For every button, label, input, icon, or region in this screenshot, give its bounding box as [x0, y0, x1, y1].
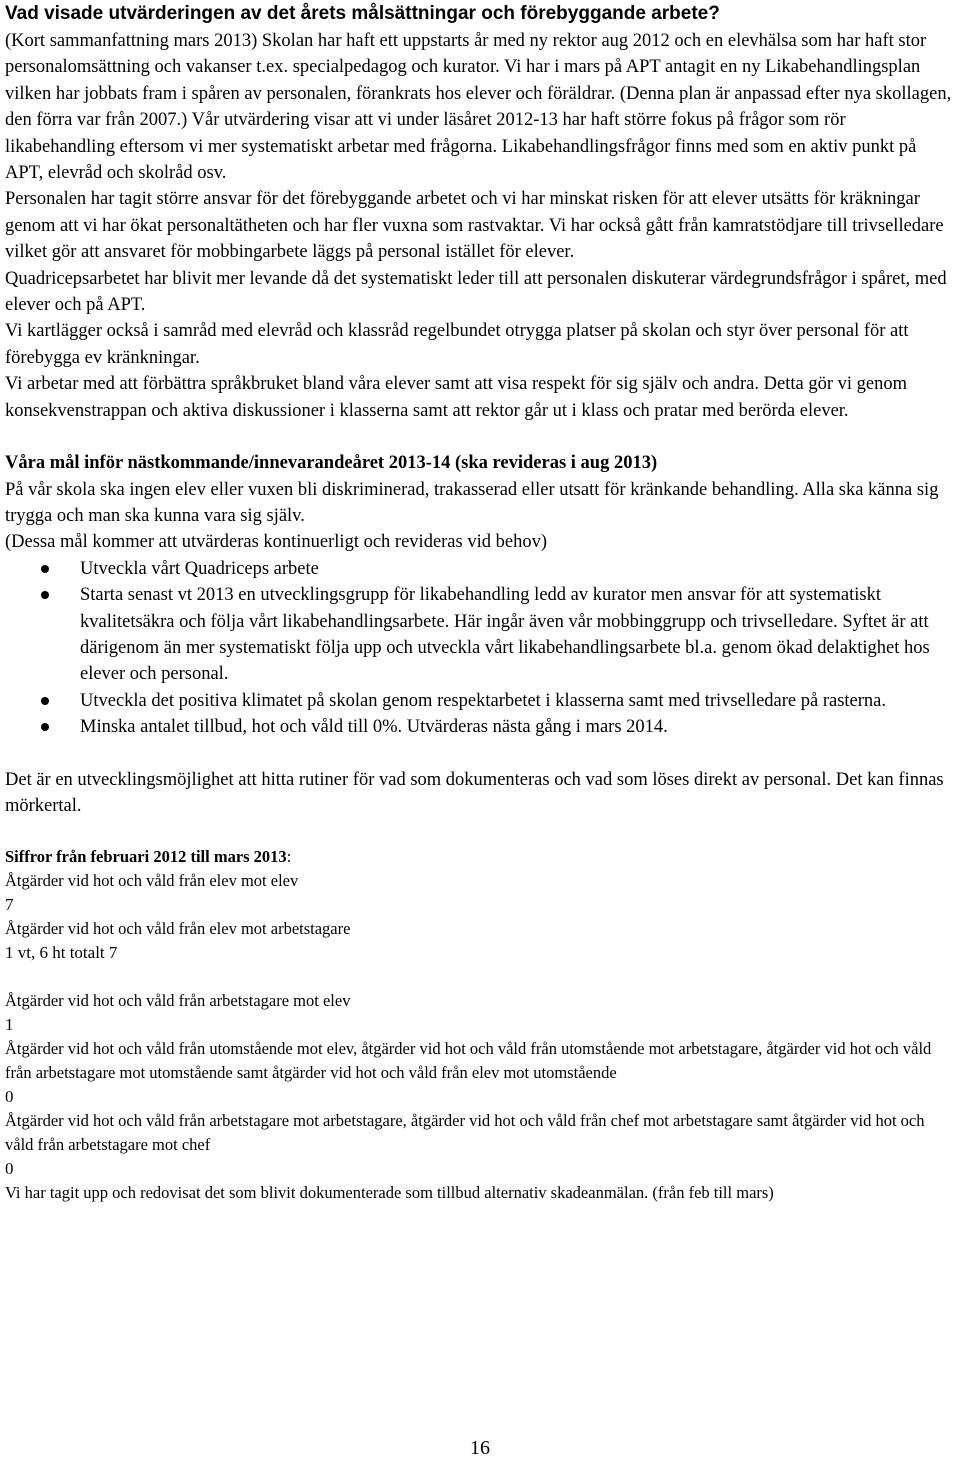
figure-label: Åtgärder vid hot och våld från arbetstagare mot arbetstagare, åtgärder vid hot och våld från chef mot arbetstagare samt åtgärder vid hot och våld från arbetstagare mot chef	[5, 1111, 925, 1155]
figures-closing-note: Vi har tagit upp och redovisat det som blivit dokumenterade som tillbud alternativ skadeanmälan. (från feb till mars)	[5, 1183, 774, 1203]
figure-value: 0	[5, 1159, 14, 1179]
goals-list-item: Starta senast vt 2013 en utvecklingsgrupp för likabehandling ledd av kurator men ansvar för att systematiskt kvalitetsäkra och följa vårt likabehandlingsarbete. Här ingår även vår mobbinggrupp och trivselledare. Syftet är att därigenom än mer systematiskt följa upp och utveckla vårt likabehandlingsarbete bl.a. genom ökad delaktighet hos elever och personal.	[5, 582, 955, 688]
figures-heading: Siffror från februari 2012 till mars 2013:	[5, 847, 292, 867]
figure-label: Åtgärder vid hot och våld från elev mot arbetstagare	[5, 919, 351, 939]
figure-label: Åtgärder vid hot och våld från utomstående mot elev, åtgärder vid hot och våld från utomstående mot arbetstagare, åtgärder vid hot och våld från arbetstagare mot utomstående samt åtgärder vid hot och våld från elev mot utomstående	[5, 1039, 932, 1083]
section-heading-evaluation: Vad visade utvärderingen av det årets målsättningar och förebyggande arbete?	[5, 3, 720, 24]
goals-list-item: Minska antalet tillbud, hot och våld till 0%. Utvärderas nästa gång i mars 2014.	[5, 714, 955, 740]
evaluation-summary-sentence: (Kort sammanfattning mars 2013) Skolan har haft ett uppstarts år med ny rektor aug 2012 och en elevhälsa som har haft stor personalomsättning och vakanser t.ex. specialpedagog och kurator.	[5, 31, 927, 78]
bullet-icon	[41, 591, 49, 599]
figure-value: 0	[5, 1087, 14, 1107]
goals-intro: På vår skola ska ingen elev eller vuxen bli diskriminerad, trakasserad eller utsatt för kränkande behandling. Alla ska känna sig trygga och man ska kunna vara sig själv.	[5, 479, 939, 526]
document-page	[5, 2, 955, 1205]
figure-value: 1 vt, 6 ht totalt 7	[5, 943, 118, 963]
evaluation-paragraph-1	[5, 28, 955, 186]
goals-heading-text: Våra mål inför nästkommande/innevarandeåret 2013-14 (ska revideras i aug 2013)	[5, 453, 658, 474]
goals-list	[5, 556, 955, 741]
goals-list-item: Utveckla vårt Quadriceps arbete	[5, 556, 955, 582]
bullet-icon	[41, 697, 49, 705]
figure-label: Åtgärder vid hot och våld från arbetstagare mot elev	[5, 991, 351, 1011]
goals-note: (Dessa mål kommer att utvärderas kontinuerligt och revideras vid behov)	[5, 532, 547, 553]
goals-heading	[5, 450, 955, 476]
figures-heading-text: Siffror från februari 2012 till mars 2013	[5, 847, 287, 867]
goals-list-item: Utveckla det positiva klimatet på skolan genom respektarbetet i klasserna samt med trivselledare på rasterna.	[5, 688, 955, 714]
figure-value: 1	[5, 1015, 14, 1035]
evaluation-paragraph-5: Vi arbetar med att förbättra språkbruket bland våra elever samt att visa respekt för sig själv och andra. Detta gör vi genom konsekvenstrappan och aktiva diskussioner i klasserna samt att rektor går ut i klass och pratar med berörda elever.	[5, 374, 907, 421]
figure-value: 7	[5, 895, 14, 915]
bullet-icon	[41, 565, 49, 573]
evaluation-result-sentence: Vår utvärdering visar att vi under läsåret 2012-13 har haft större fokus på frågor som rör likabehandling eftersom vi mer systematiskt arbetar med frågorna. Likabehandlingsfrågor finns med som en aktiv punkt på APT, elevråd och skolråd osv.	[5, 110, 917, 184]
evaluation-paragraph-4: Vi kartlägger också i samråd med elevråd och klassråd regelbundet otrygga platser på skolan och styr över personal för att förebygga ev kränkningar.	[5, 321, 909, 368]
evaluation-paragraph-3: Quadricepsarbetet har blivit mer levande då det systematiskt leder till att personalen diskuterar värdegrundsfrågor i spåret, med elever och på APT.	[5, 268, 947, 316]
evaluation-paragraph-2: Personalen har tagit större ansvar för det förebyggande arbetet och vi har minskat risken för att elever utsätts för kräkningar genom att vi har ökat personaltätheten och har fler vuxna som rastvaktar. Vi har också gått från kamratstödjare till trivselledare vilket gör att ansvaret för mobbingarbete läggs på personal istället för elever.	[5, 189, 944, 263]
figure-label: Åtgärder vid hot och våld från elev mot elev	[5, 871, 299, 891]
development-paragraph: Det är en utvecklingsmöjlighet att hitta rutiner för vad som dokumenteras och vad som löses direkt av personal. Det kan finnas mörkertal.	[5, 769, 944, 816]
page-number: 16	[470, 1437, 490, 1459]
bullet-icon	[41, 723, 49, 731]
evaluation-plan-sentence: Vi har i mars på APT antagit en ny Likabehandlingsplan vilken har jobbats fram i spåren av personalen, förankrats hos elever och föräldrar. (Denna plan är anpassad efter nya skollagen, den förra var från 2007.)	[5, 57, 952, 131]
